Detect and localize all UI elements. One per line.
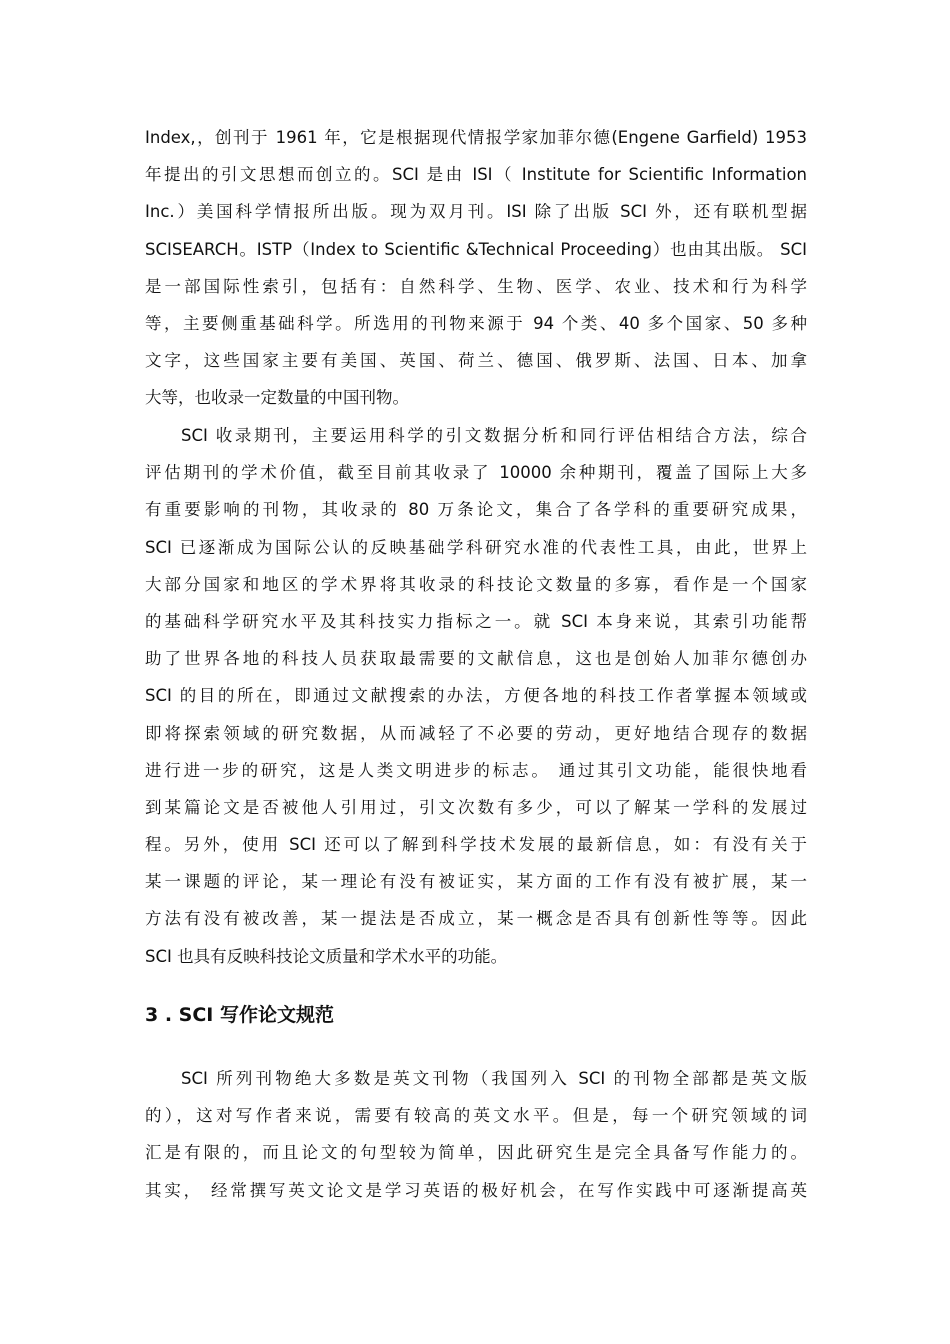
text-line: 某一课题的评论，某一理论有没有被证实，某方面的工作有没有被扩展，某一 (145, 872, 807, 892)
text-line: 程。另外，使用 SCI 还可以了解到科学技术发展的最新信息，如：有没有关于 (145, 835, 807, 855)
text-line: 有重要影响的刊物，其收录的 80 万条论文，集合了各学科的重要研究成果， (145, 500, 807, 520)
text-line: SCI 的目的所在，即通过文献搜索的办法，方便各地的科技工作者掌握本领域或 (145, 686, 807, 706)
paragraph-writing-norms (145, 1060, 807, 1209)
text-line: 评估期刊的学术价值，截至目前其收录了 10000 余种期刊，覆盖了国际上大多 (145, 463, 807, 483)
text-line: SCI 已逐渐成为国际公认的反映基础学科研究水准的代表性工具，由此，世界上 (145, 537, 807, 557)
text-line: SCI 收录期刊，主要运用科学的引文数据分析和同行评估相结合方法，综合 (181, 426, 807, 445)
text-line: 到某篇论文是否被他人引用过，引文次数有多少，可以了解某一学科的发展过 (145, 797, 807, 817)
text-line: 进行进一步的研究，这是人类文明进步的标志。 通过其引文功能，能很快地看 (145, 760, 807, 780)
paragraph-sci-intro (145, 119, 807, 417)
text-line: SCISEARCH。ISTP（Index to Scientific &Technical Proceeding）也由其出版。 SCI (145, 239, 807, 259)
text-line: 方法有没有被改善，某一提法是否成立，某一概念是否具有创新性等等。因此 (145, 909, 807, 929)
text-line: 大部分国家和地区的学术界将其收录的科技论文数量的多寡，看作是一个国家 (145, 574, 807, 594)
text-line: 是一部国际性索引，包括有：自然科学、生物、医学、农业、技术和行为科学 (145, 276, 807, 296)
text-line: SCI 所列刊物绝大多数是英文刊物（我国列入 SCI 的刊物全部都是英文版 (181, 1069, 807, 1088)
text-line: 文字，这些国家主要有美国、英国、荷兰、德国、俄罗斯、法国、日本、加拿 (145, 351, 807, 371)
text-line: Index,，创刊于 1961 年，它是根据现代情报学家加菲尔德(Engene Garfield) 1953 (145, 128, 807, 147)
text-line: 等，主要侧重基础科学。所选用的刊物来源于 94 个类、40 多个国家、50 多种 (145, 313, 807, 333)
text-line: Inc.）美国科学情报所出版。现为双月刊。ISI 除了出版 SCI 外，还有联机型据 (145, 202, 807, 222)
text-line: 即将探索领域的研究数据，从而减轻了不必要的劳动，更好地结合现存的数据 (145, 723, 807, 743)
text-line: 年提出的引文思想而创立的。SCI 是由 ISI（ Institute for Scientific Information (145, 165, 807, 185)
text-line: SCI 也具有反映科技论文质量和学术水平的功能。 (145, 946, 508, 966)
section-heading: 3 . SCI 写作论文规范 (145, 1004, 334, 1026)
text-line: 助了世界各地的科技人员获取最需要的文献信息，这也是创始人加菲尔德创办 (145, 649, 807, 669)
paragraph-sci-journals (145, 417, 807, 975)
text-line: 的），这对写作者来说，需要有较高的英文水平。但是，每一个研究领域的词 (145, 1106, 807, 1126)
text-line: 其实， 经常撰写英文论文是学习英语的极好机会，在写作实践中可逐渐提高英 (145, 1180, 807, 1200)
text-line: 的基础科学研究水平及其科技实力指标之一。就 SCI 本身来说，其索引功能帮 (145, 611, 807, 631)
text-line: 汇是有限的，而且论文的句型较为简单，因此研究生是完全具备写作能力的。 (145, 1143, 807, 1163)
text-line: 大等，也收录一定数量的中国刊物。 (145, 388, 409, 408)
